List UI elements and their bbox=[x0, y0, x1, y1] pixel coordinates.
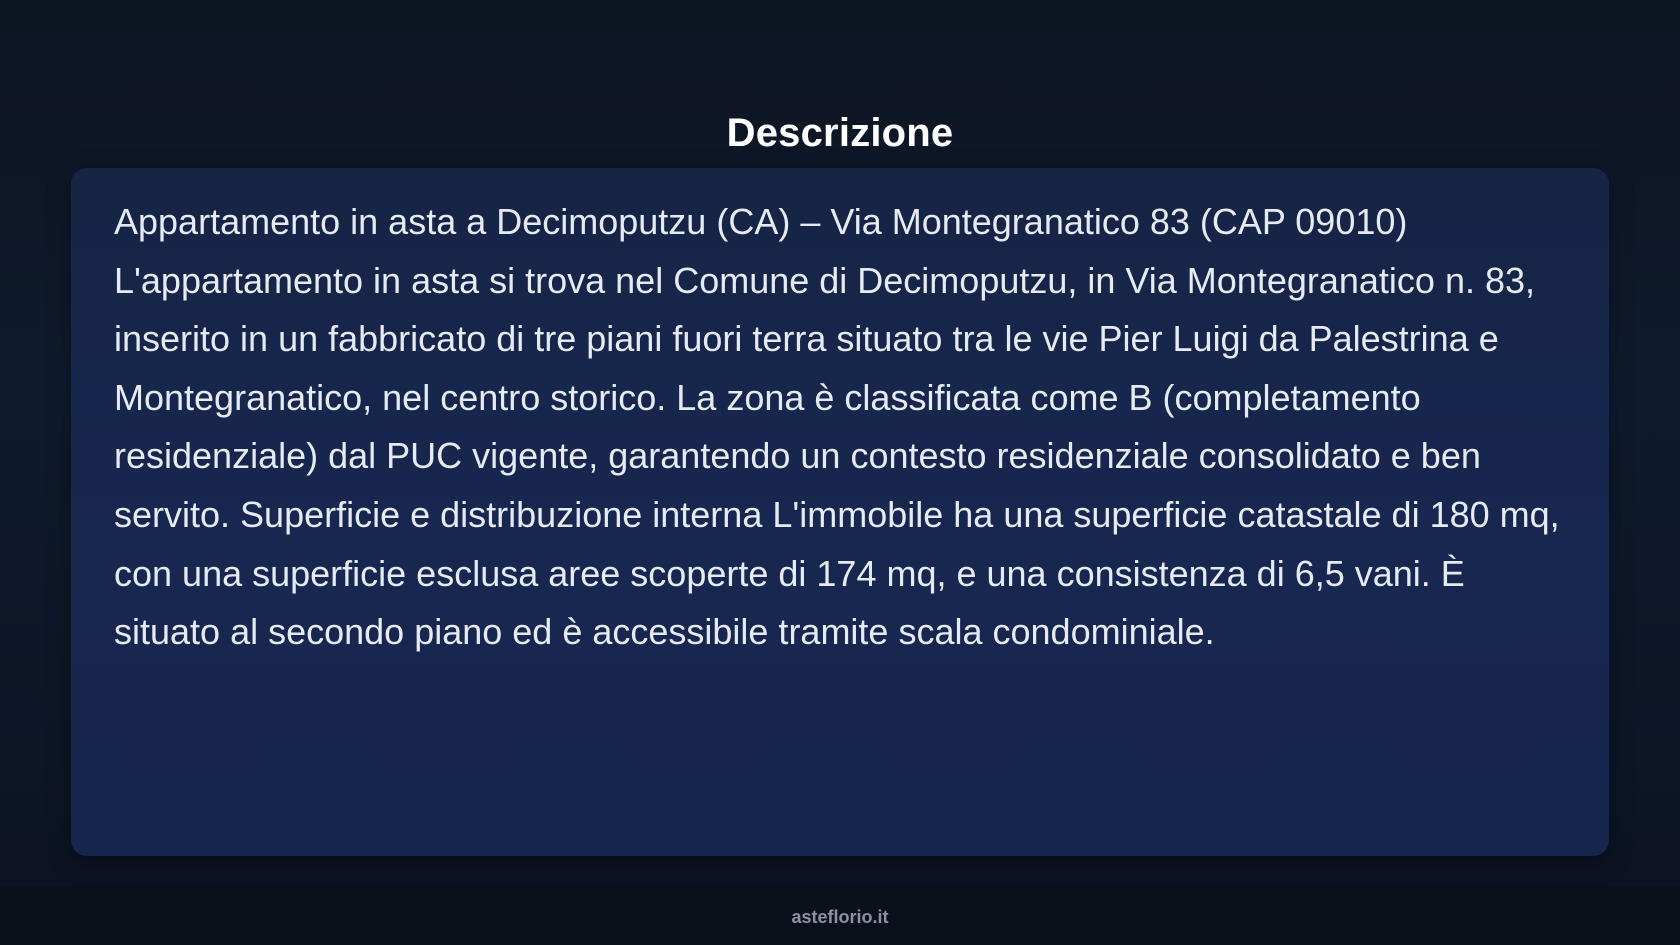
top-band bbox=[0, 0, 1680, 66]
footer-brand-link[interactable]: asteflorio.it bbox=[791, 907, 889, 927]
description-card bbox=[71, 168, 1609, 856]
description-text: Appartamento in asta a Decimoputzu (CA) – Via Montegranatico 83 (CAP 09010) L'appartamento in asta si trova nel Comune di Decimoputzu, in Via Montegranatico n. 83, inserito in un fabbricato di tre piani fuori terra situato tra le vie Pier Luigi da Palestrina e Montegranatico, nel centro storico. La zona è classificata come B (completamento residenziale) dal PUC vigente, garantendo un contesto residenziale consolidato e ben servito. Superficie e distribuzione interna L'immobile ha una superficie catastale di 180 mq, con una superficie esclusa aree scoperte di 174 mq, e una consistenza di 6,5 vani. È situato al secondo piano ed è accessibile tramite scala condominiale. bbox=[114, 201, 1560, 653]
page-title: Descrizione bbox=[726, 110, 954, 155]
